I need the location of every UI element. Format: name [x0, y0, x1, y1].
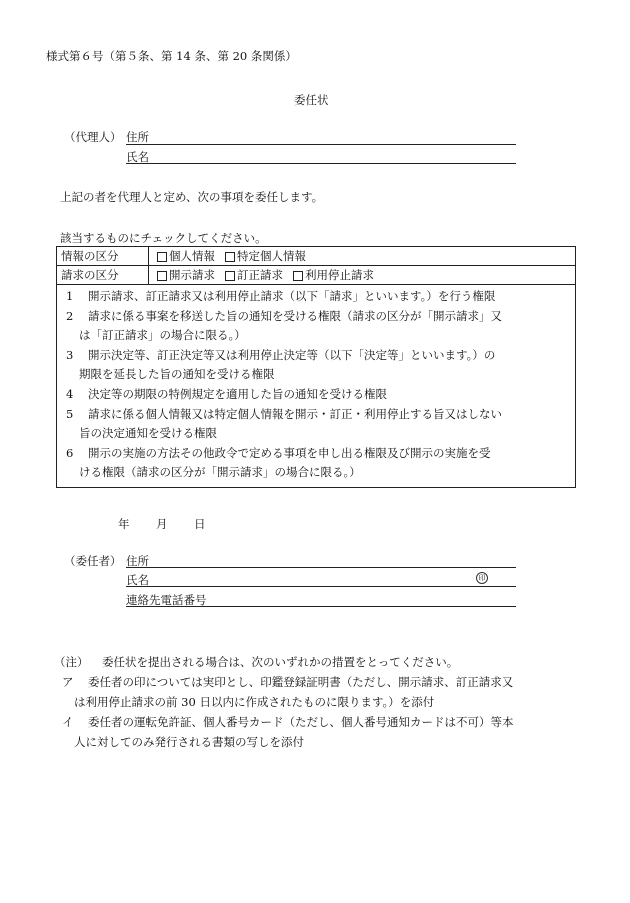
note-a-line2: は利用停止請求の前 30 日以内に作成されたものに限ります。）を添付	[74, 695, 435, 709]
notes-heading: （注）	[54, 655, 89, 669]
form-number: 様式第６号（第５条、第 14 条、第 20 条関係）	[46, 49, 297, 63]
power-item: 1 開示請求、訂正請求又は利用停止請求（以下「請求」といいます。）を行う権限	[66, 289, 496, 303]
delegation-statement: 上記の者を代理人と定め、次の事項を委任します。	[60, 190, 324, 204]
power-item: 5 請求に係る個人情報又は特定個人情報を開示・訂正・利用停止する旨又はしない 旨の決定通知を受ける権限	[66, 406, 502, 441]
note-a-line1: 委任者の印については実印とし、印鑑登録証明書（ただし、開示請求、訂正請求又	[88, 675, 514, 689]
checkbox-icon[interactable]	[293, 271, 303, 281]
info-category-row	[57, 247, 575, 266]
checkbox-icon[interactable]	[225, 271, 235, 281]
page-title: 委任状	[294, 93, 329, 107]
request-category-row	[57, 266, 575, 285]
agent-role: （代理人）	[64, 130, 122, 144]
note-mark-i: イ	[62, 715, 74, 729]
check-instruction: 該当するものにチェックしてください。	[60, 231, 267, 245]
request-option-suspension[interactable]: 利用停止請求	[293, 267, 374, 283]
principal-name-label: 氏名	[126, 573, 149, 587]
agent-name-field[interactable]	[126, 163, 516, 164]
notes-intro: 委任状を提出される場合は、次のいずれかの措置をとってください。	[102, 655, 459, 669]
request-category-label: 請求の区分	[57, 266, 149, 284]
checkbox-icon[interactable]	[157, 271, 167, 281]
request-option-correction[interactable]: 訂正請求	[225, 267, 283, 283]
agent-address-label: 住所	[126, 130, 149, 144]
power-item: 3 開示決定等、訂正決定等又は利用停止決定等（以下「決定等」といいます。）の 期限を延長した旨の通知を受ける権限	[66, 347, 496, 382]
date-month-label: 月	[156, 517, 168, 531]
checkbox-icon[interactable]	[225, 252, 235, 262]
note-mark-a: ア	[62, 675, 74, 689]
principal-address-label: 住所	[126, 554, 149, 568]
principal-phone-field[interactable]	[126, 606, 516, 607]
date-year-label: 年	[118, 517, 130, 531]
principal-address-field[interactable]	[126, 567, 516, 568]
note-i-line1: 委任者の運転免許証、個人番号カード（ただし、個人番号通知カードは不可）等本	[88, 715, 514, 729]
info-category-label: 情報の区分	[57, 247, 149, 265]
powers-list	[57, 285, 575, 487]
agent-address-field[interactable]	[126, 144, 516, 145]
power-item: 4 決定等の期限の特例規定を適用した旨の通知を受ける権限	[66, 386, 387, 401]
principal-name-field[interactable]	[126, 586, 516, 587]
principal-phone-label: 連絡先電話番号	[126, 593, 207, 607]
delegation-table	[56, 246, 576, 488]
agent-name-label: 氏名	[126, 150, 149, 164]
power-item: 6 開示の実施の方法その他政令で定める事項を申し出る権限及び開示の実施を受 ける権限（請求の区分が「開示請求」の場合に限る。）	[66, 445, 491, 480]
info-option-personal[interactable]: 個人情報	[157, 248, 215, 264]
info-option-specific-personal[interactable]: 特定個人情報	[225, 248, 306, 264]
checkbox-icon[interactable]	[157, 252, 167, 262]
principal-role: （委任者）	[64, 554, 122, 568]
power-item: 2 請求に係る事案を移送した旨の通知を受ける権限（請求の区分が「開示請求」又 は「訂正請求」の場合に限る。）	[66, 308, 502, 343]
request-option-disclosure[interactable]: 開示請求	[157, 267, 215, 283]
seal-mark-icon: 印	[476, 572, 488, 584]
note-i-line2: 人に対してのみ発行される書類の写しを添付	[74, 735, 304, 749]
date-day-label: 日	[194, 517, 206, 531]
